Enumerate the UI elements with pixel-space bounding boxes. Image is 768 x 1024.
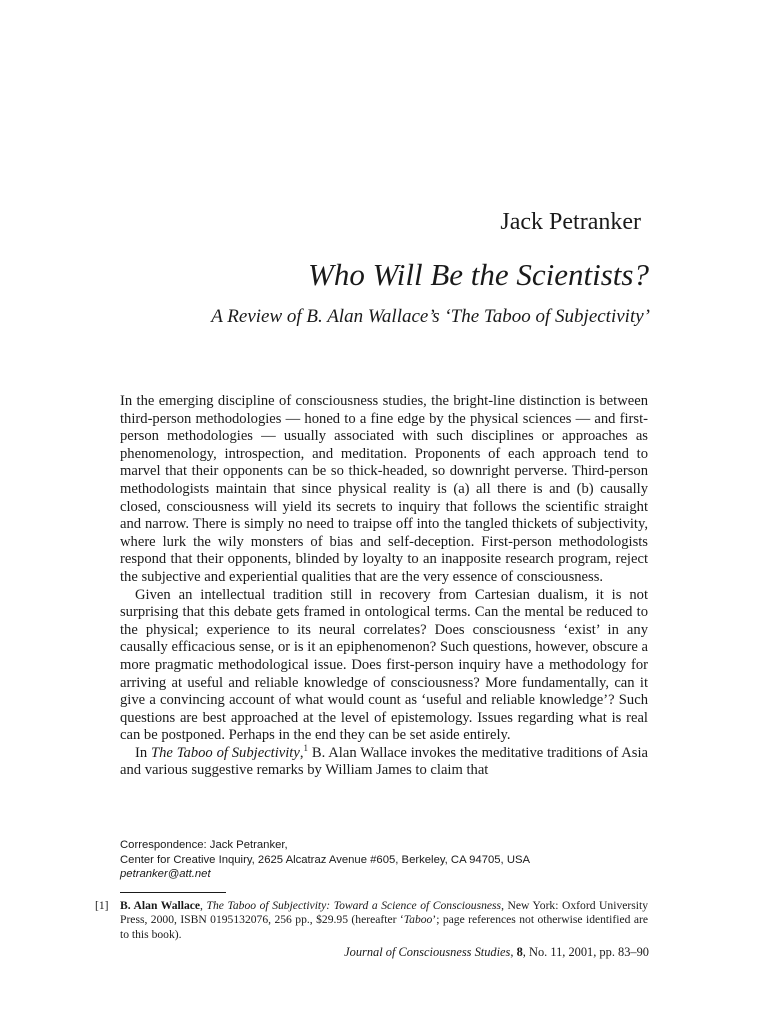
body-paragraph: In The Taboo of Subjectivity,$^1$ B. Alan Wallace invokes the meditative traditions of Asia and various suggestive remarks by William James to claim that <box>120 743 648 779</box>
article-body <box>120 393 648 780</box>
journal-volume: 8 <box>516 945 523 959</box>
article-title: Who Will Be the Scientists? <box>308 257 649 292</box>
footnote-details-end: ’; page references not otherwise identified are to this book). <box>120 913 648 941</box>
paragraph-text: B. Alan Wallace invokes the meditative traditions of Asia and various suggestive remarks by William James to claim that <box>120 744 648 779</box>
body-paragraph: Given an intellectual tradition still in recovery from Cartesian dualism, it is not surprising that this debate gets framed in ontological terms. Can the mental be reduced to the physical; experience to its neural correlates? Does consciousness ‘exist’ in any causally efficacious sense, or is it an epiphenomenon? Such questions, however, obscure a more pragmatic methodological issue. Does first-person inquiry have a methodology for arriving at useful and reliable knowledge of consciousness? More fundamentally, can it give a convincing account of what would count as ‘useful and reliable knowledge’? Such questions are best approached at the level of epistemology. Issues regarding what is real can be postponed. Perhaps in the end they can be set aside entirely. <box>120 586 648 744</box>
book-title-citation: The Taboo of Subjectivity <box>151 744 300 761</box>
author-name: Jack Petranker <box>500 209 641 235</box>
journal-separator: , <box>510 945 517 959</box>
journal-issue-pages: , No. 11, 2001, pp. 83–90 <box>522 945 649 959</box>
footnote-text <box>120 899 648 942</box>
footnote-reference[interactable]: 1 <box>303 743 308 754</box>
footnote-author: B. Alan Wallace <box>120 899 201 912</box>
footnote-number: [1] <box>95 899 109 912</box>
footnote-short-title: Taboo <box>403 913 433 927</box>
body-paragraph: In the emerging discipline of consciousness studies, the bright-line distinction is between third-person methodologies — honed to a fine edge by the physical sciences — and first-person methodologies — usually associated with such disciplines or approaches as phenomenology, introspection, and meditation. Proponents of each approach tend to marvel that their opponents can be so thick-headed, so downright perverse. Third-person methodologists maintain that since physical reality is (a) all there is and (b) causally closed, consciousness will yield its secrets to inquiry that follows the scientific straight and narrow. There is simply no need to traipse off into the tangled thickets of subjectivity, where lurk the wily monsters of bias and self-deception. First-person methodologists respond that their opponents, blinded by loyalty to an inapposite research program, reject the subjective and experiential qualities that are the very essence of consciousness. <box>120 393 648 585</box>
footnote-book-title: The Taboo of Subjectivity: Toward a Science of Consciousness <box>206 899 502 912</box>
footnote-separator: , <box>200 899 207 912</box>
footnote-details: , New York: Oxford University Press, 2000, ISBN 0195132076, 256 pp., $29.95 (hereafter ‘ <box>120 899 649 927</box>
paragraph-lead-text: In <box>135 744 152 761</box>
journal-name: Journal of Consciousness Studies <box>344 945 511 959</box>
correspondence-block <box>120 838 648 882</box>
correspondence-address: Center for Creative Inquiry, 2625 Alcatraz Avenue #605, Berkeley, CA 94705, USA <box>120 853 531 866</box>
footnote-divider <box>120 892 226 893</box>
correspondence-line: Correspondence: Jack Petranker, <box>120 839 288 851</box>
article-subtitle: A Review of B. Alan Wallace’s ‘The Taboo of Subjectivity’ <box>211 306 650 327</box>
footnote <box>95 899 648 942</box>
correspondence-email[interactable]: petranker@att.net <box>120 868 211 880</box>
journal-citation <box>344 944 649 960</box>
